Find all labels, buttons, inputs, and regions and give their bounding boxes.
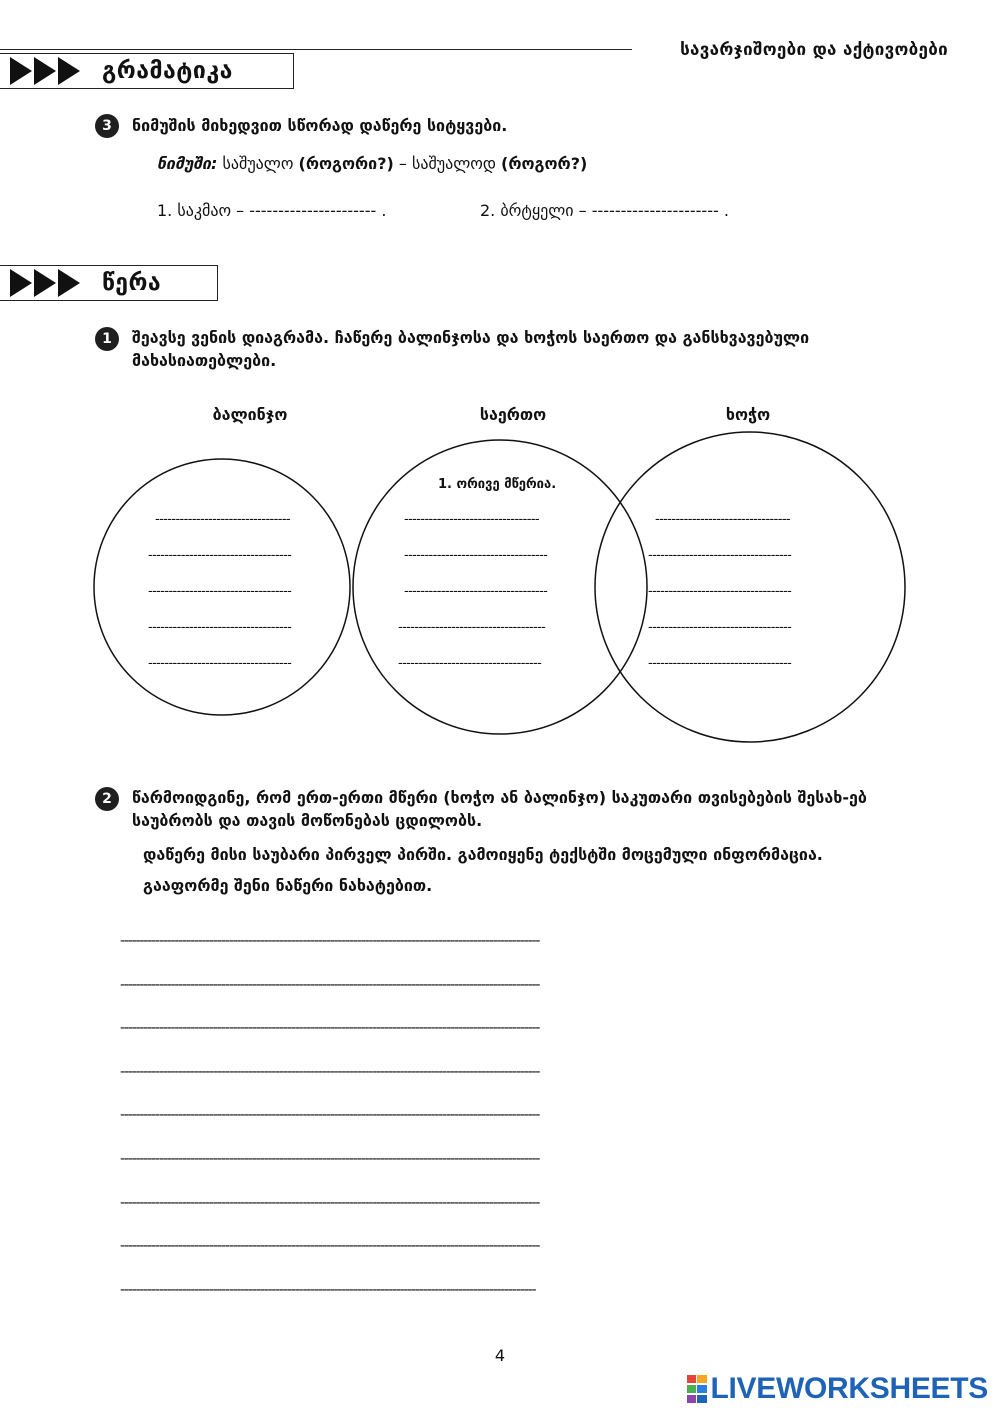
liveworksheets-wordmark: LIVEWORKSHEETS	[710, 1372, 988, 1405]
task-instruction: ნიმუშის მიხედვით სწორად დაწერე სიტყვები.	[132, 116, 508, 135]
task-number-badge: 3	[95, 114, 119, 138]
venn-answer-line-middle[interactable]: -----------------------------------	[404, 548, 548, 563]
example-question: (როგორ?)	[501, 154, 588, 173]
example-label: ნიმუში:	[157, 154, 218, 173]
section-title: წერა	[102, 270, 162, 296]
liveworksheets-icon	[687, 1375, 707, 1403]
example-word: საშუალოდ	[411, 154, 496, 173]
task-number-badge: 1	[95, 327, 119, 351]
example-question: (როგორი?)	[298, 154, 394, 173]
venn-answer-line-left[interactable]: -----------------------------------	[148, 584, 292, 599]
venn-answer-line-left[interactable]: -----------------------------------	[148, 620, 292, 635]
venn-answer-line-right[interactable]: -----------------------------------	[648, 548, 792, 563]
example-word: საშუალო	[222, 154, 294, 173]
task-instruction: შეავსე ვენის დიაგრამა. ჩაწერე ბალინჯოსა და ხოჭოს საერთო და განსხვავებული მახასიათებლები.	[132, 328, 810, 370]
answer-line[interactable]: ------------------------------------------------------------------------------------------------------------	[120, 1151, 540, 1167]
venn-label-left: ბალინჯო	[212, 405, 288, 424]
answer-line[interactable]: ------------------------------------------------------------------------------------------------------------	[120, 1107, 540, 1124]
venn-label-middle: საერთო	[479, 405, 547, 424]
task-instruction: წარმოიდგინე, რომ ერთ-ერთი მწერი (ხოჭო ან ბალინჯო) საკუთარი თვისებების შესახ-ებ საუბრობს და თავის მოწონებას ცდილობს.	[132, 788, 867, 830]
venn-answer-line-left[interactable]: -----------------------------------	[148, 548, 292, 563]
answer-line[interactable]: ------------------------------------------------------------------------------------------------------------	[120, 1238, 540, 1255]
venn-answer-line-right[interactable]: -----------------------------------	[648, 620, 792, 635]
venn-answer-line-middle[interactable]: -----------------------------------	[404, 584, 548, 599]
liveworksheets-logo	[687, 1372, 989, 1406]
venn-answer-line-middle[interactable]: ------------------------------------	[398, 620, 546, 635]
venn-common-example: 1. ორივე მწერია.	[438, 477, 557, 492]
answer-line[interactable]: ------------------------------------------------------------------------------------------------------------	[120, 1020, 540, 1037]
answer-item-2[interactable]: 2. ბრტყელი – ---------------------- .	[480, 201, 729, 220]
answer-line[interactable]: ------------------------------------------------------------------------------------------------------------	[120, 933, 540, 949]
task-instruction-line: დაწერე მისი საუბარი პირველ პირში. გამოიყენე ტექსტში მოცემული ინფორმაცია.	[143, 845, 823, 864]
task-number-badge: 2	[95, 787, 119, 811]
venn-answer-line-right[interactable]: -----------------------------------	[648, 584, 792, 599]
answer-line[interactable]: ------------------------------------------------------------------------------------------------------------	[120, 1063, 540, 1080]
answer-line[interactable]: ------------------------------------------------------------------------------------------------------------	[120, 976, 540, 993]
answer-line[interactable]: ------------------------------------------------------------------------------------------------------------	[120, 1194, 540, 1211]
venn-answer-line-left[interactable]: ---------------------------------	[155, 512, 291, 527]
venn-answer-line-right[interactable]: -----------------------------------	[648, 656, 792, 671]
venn-answer-line-middle[interactable]: -----------------------------------	[398, 656, 542, 671]
example-dash: –	[398, 154, 407, 173]
venn-label-right: ხოჭო	[725, 405, 771, 424]
venn-answer-line-left[interactable]: -----------------------------------	[148, 656, 292, 671]
answer-line[interactable]: -----------------------------------------------------------------------------------------------------------	[120, 1281, 536, 1298]
venn-answer-line-right[interactable]: ---------------------------------	[655, 512, 791, 527]
task-instruction-line: გააფორმე შენი ნაწერი ნახატებით.	[143, 876, 433, 895]
section-title: გრამატიკა	[102, 58, 233, 84]
page-number: 4	[494, 1346, 506, 1365]
answer-item-1[interactable]: 1. საკმაო – ---------------------- .	[157, 201, 387, 220]
venn-answer-line-middle[interactable]: ---------------------------------	[404, 512, 540, 527]
running-header: სავარჯიშოები და აქტივობები	[680, 40, 948, 60]
